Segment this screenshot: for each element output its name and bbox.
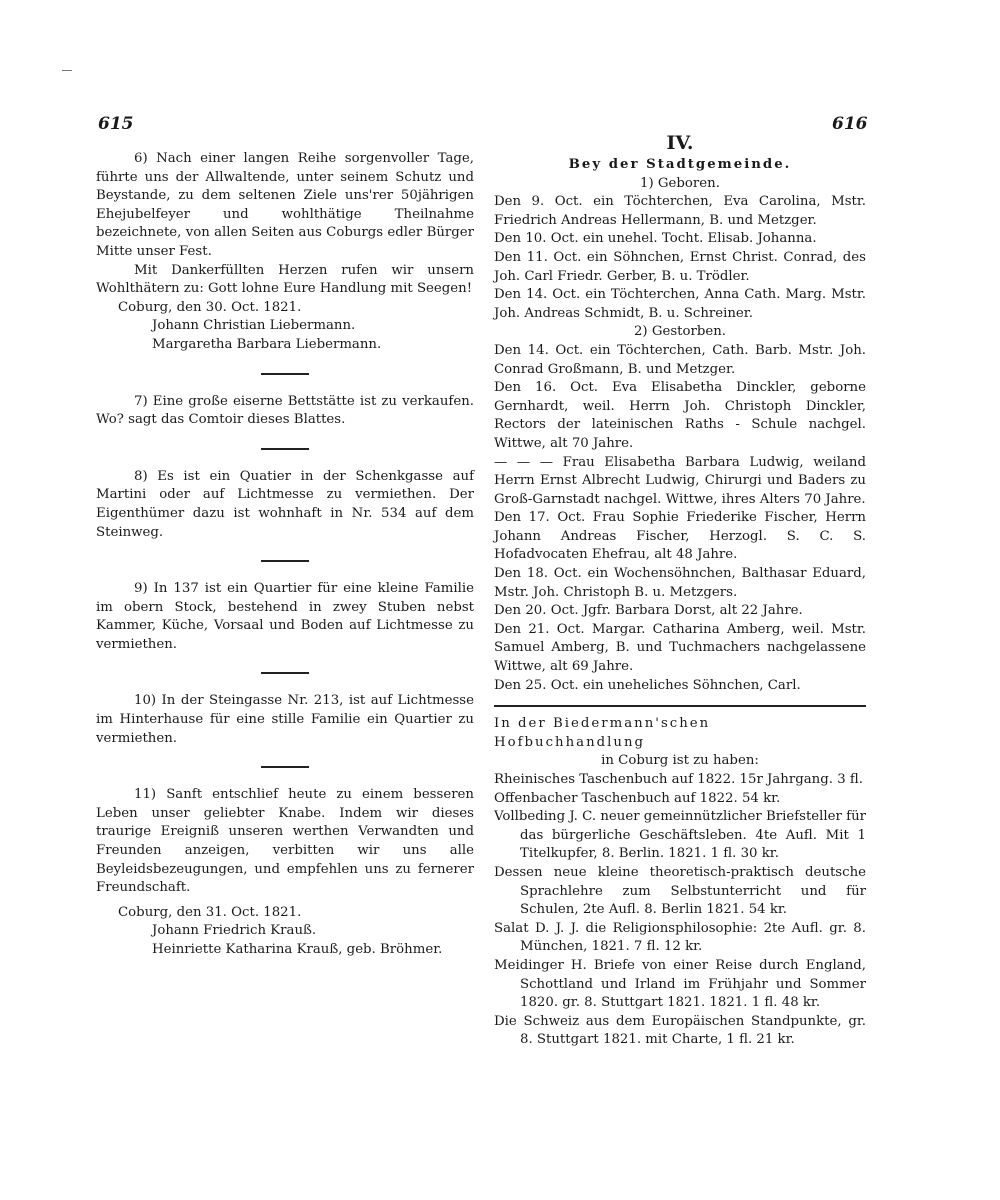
- notice-7: 7) Eine große eiserne Bettstätte ist zu verkaufen. Wo? sagt das Comtoir dieses Blattes.: [96, 393, 474, 428]
- died-entry: Den 21. Oct. Margar. Catharina Amberg, weil. Mstr. Samuel Amberg, B. und Tuchmachers nachgelassene Wittwe, alt 69 Jahre.: [494, 621, 866, 675]
- left-column: [96, 150, 474, 960]
- born-entry: Den 9. Oct. ein Töchterchen, Eva Carolina, Mstr. Friedrich Andreas Hellermann, B. und Metzger.: [494, 194, 866, 228]
- page-number-left: 615: [98, 114, 134, 134]
- corner-mark: [62, 70, 72, 71]
- died-entry: Den 16. Oct. Eva Elisabetha Dinckler, geborne Gernhardt, weil. Herrn Joh. Christoph Dinckler, Rectors der lateinischen Raths - Schule nachgel. Wittwe, alt 70 Jahre.: [494, 380, 866, 451]
- born-entry: Den 14. Oct. ein Töchterchen, Anna Cath. Marg. Mstr. Joh. Andreas Schmidt, B. u. Schreiner.: [494, 287, 866, 321]
- notice-6-signature-2: Margaretha Barbara Liebermann.: [152, 336, 382, 352]
- died-entry: Den 14. Oct. ein Töchterchen, Cath. Barb. Mstr. Joh. Conrad Großmann, B. und Metzger.: [494, 342, 866, 377]
- book-listing: Meidinger H. Briefe von einer Reise durch England, Schottland und Irland im Frühjahr und Sommer 1820. gr. 8. Stuttgart 1821. 1821. 1 fl. 48 kr.: [494, 957, 866, 1011]
- separator-rule: [261, 672, 309, 674]
- notice-11-date: Coburg, den 31. Oct. 1821.: [118, 904, 302, 920]
- book-listing: Offenbacher Taschenbuch auf 1822. 54 kr.: [494, 790, 781, 806]
- separator-rule: [261, 560, 309, 562]
- notice-6-signature-1: Johann Christian Liebermann.: [152, 318, 356, 334]
- born-entry: Den 11. Oct. ein Söhnchen, Ernst Christ. Conrad, des Joh. Carl Friedr. Gerber, B. u. Trödler.: [494, 249, 866, 284]
- book-listing: Die Schweiz aus dem Europäischen Standpunkte, gr. 8. Stuttgart 1821. mit Charte, 1 fl. 21 kr.: [494, 1013, 866, 1048]
- notice-6-text: 6) Nach einer langen Reihe sorgenvoller Tage, führte uns der Allwaltende, unter seinem Schutz und Beystande, zu dem seltenen Ziele uns'rer 50jährigen Ehejubelfeyer und wohlthätige Theilnahme bezeichnete, von allen Seiten aus Coburgs edler Bürger Mitte unser Fest.: [96, 151, 474, 259]
- notice-11-signature-2: Heinriette Katharina Krauß, geb. Bröhmer.: [152, 942, 443, 957]
- separator-rule: [261, 766, 309, 768]
- died-entry: Den 20. Oct. Jgfr. Barbara Dorst, alt 22 Jahre.: [494, 603, 803, 619]
- died-entry: Den 18. Oct. ein Wochensöhnchen, Balthasar Eduard, Mstr. Joh. Christoph B. u. Metzgers.: [494, 566, 866, 600]
- separator-rule: [261, 373, 309, 375]
- book-listing: Salat D. J. J. die Religionsphilosophie: 2te Aufl. gr. 8. München, 1821. 7 fl. 12 kr.: [494, 920, 866, 955]
- book-listing: Rheinisches Taschenbuch auf 1822. 15r Jahrgang. 3 fl.: [494, 772, 863, 787]
- book-listing: Vollbeding J. C. neuer gemeinnützlicher Briefsteller für das bürgerliche Geschäftsleben. 4te Aufl. Mit 1 Titelkupfer, 8. Berlin. 1821. 1 fl. 30 kr.: [494, 809, 866, 862]
- notice-6-date: Coburg, den 30. Oct. 1821.: [118, 299, 302, 315]
- section-rule: [494, 705, 866, 707]
- bookshop-heading: In der Biedermann'schen Hofbuchhandlung: [494, 716, 711, 750]
- died-heading: 2) Gestorben.: [633, 324, 727, 340]
- notice-11-text: 11) Sanft entschlief heute zu einem besseren Leben unser geliebter Knabe. Indem wir dieses traurige Ereigniß unseren werthen Verwandten und Freunden anzeigen, verbitten wir uns alle Beyleidsbezeugungen, und empfehlen uns zu fernerer Freundschaft.: [96, 787, 474, 896]
- book-listing: Dessen neue kleine theoretisch-praktisch deutsche Sprachlehre zum Selbstunterricht und für Schulen, 2te Aufl. 8. Berlin 1821. 54 kr.: [494, 864, 866, 918]
- notice-9: 9) In 137 ist ein Quartier für eine kleine Familie im obern Stock, bestehend in zwey Stuben nebst Kammer, Küche, Vorsaal und Boden auf Lichtmesse zu vermiethen.: [96, 581, 474, 652]
- died-entry: — — — Frau Elisabetha Barbara Ludwig, weiland Herrn Ernst Albrecht Ludwig, Chirurgi und Baders zu Groß-Garnstadt nachgel. Wittwe, ihres Alters 70 Jahre.: [494, 454, 866, 507]
- born-heading: 1) Geboren.: [640, 175, 720, 191]
- bookshop-subheading: in Coburg ist zu haben:: [601, 753, 759, 769]
- notice-10: 10) In der Steingasse Nr. 213, ist auf Lichtmesse im Hinterhause für eine stille Familie ein Quartier zu vermiethen.: [96, 693, 474, 746]
- died-entry: Den 25. Oct. ein uneheliches Söhnchen, Carl.: [494, 677, 801, 693]
- notice-11-signature-1: Johann Friedrich Krauß.: [152, 923, 317, 939]
- section-heading: Bey der Stadtgemeinde.: [568, 157, 792, 172]
- page-number-right: 616: [832, 114, 868, 134]
- born-entry: Den 10. Oct. ein unehel. Tocht. Elisab. Johanna.: [494, 231, 817, 247]
- section-number: IV.: [666, 132, 694, 154]
- separator-rule: [261, 448, 309, 450]
- notice-6-thanks: Mit Dankerfüllten Herzen rufen wir unsern Wohlthätern zu: Gott lohne Eure Handlung mit Seegen!: [96, 262, 474, 297]
- notice-8: 8) Es ist ein Quatier in der Schenkgasse auf Martini oder auf Lichtmesse zu vermiethen. Der Eigenthümer dazu ist wohnhaft in Nr. 534 auf dem Steinweg.: [96, 468, 474, 540]
- died-entry: Den 17. Oct. Frau Sophie Friederike Fischer, Herrn Johann Andreas Fischer, Herzogl. S. C. S. Hofadvocaten Ehefrau, alt 48 Jahre.: [494, 510, 866, 563]
- right-column: [494, 132, 866, 1050]
